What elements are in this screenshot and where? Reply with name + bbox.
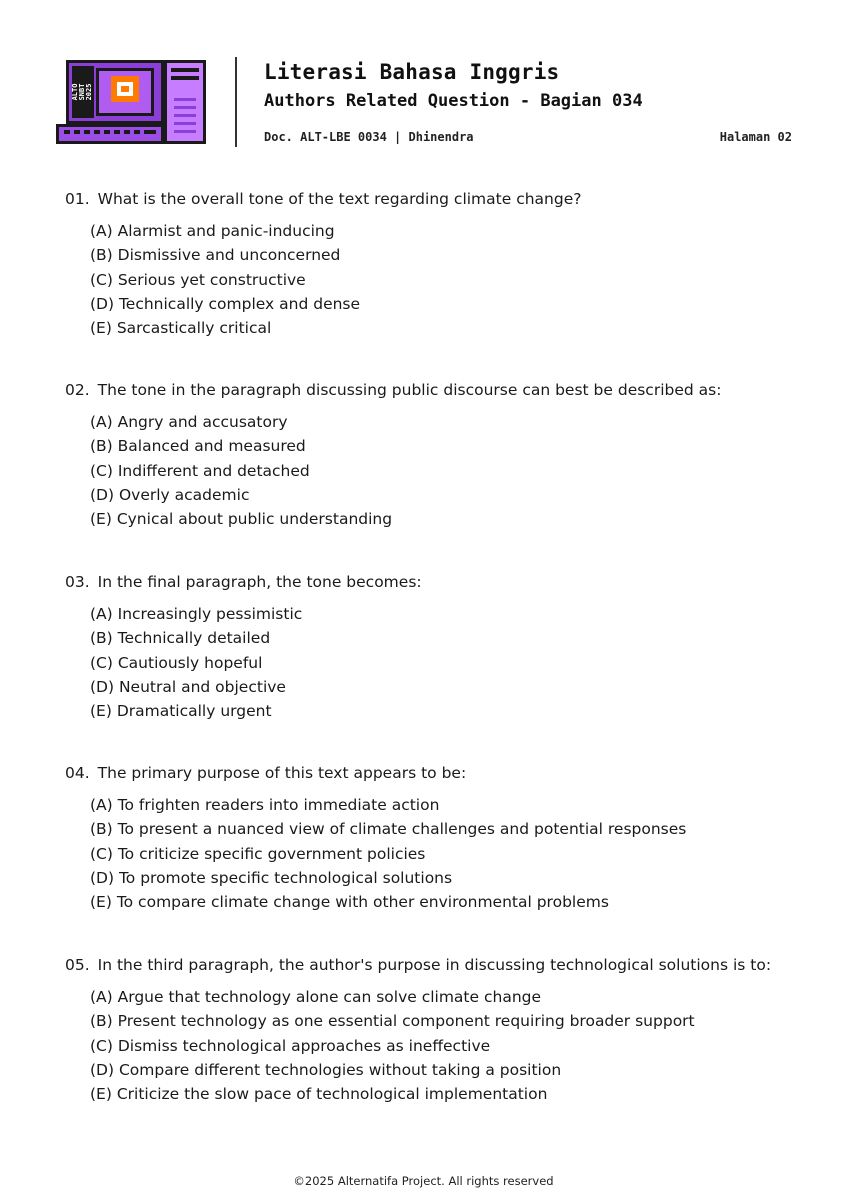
answer-option: (E) Dramatically urgent [90, 702, 272, 721]
answer-option: (C) Dismiss technological approaches as ineffective [90, 1036, 491, 1055]
question-4 [65, 761, 805, 914]
answer-option: (E) Sarcastically critical [90, 319, 272, 338]
answer-options [90, 410, 805, 531]
answer-option: (B) Dismissive and unconcerned [90, 246, 341, 265]
answer-option: (D) To promote specific technological solutions [90, 868, 453, 887]
question-number: 05. [65, 956, 90, 974]
answer-option: (D) Neutral and objective [90, 677, 286, 696]
question-number: 02. [65, 381, 90, 399]
question-number: 03. [65, 573, 90, 591]
answer-option: (B) Balanced and measured [90, 437, 306, 456]
answer-option: (C) Serious yet constructive [90, 270, 306, 289]
answer-options [90, 793, 805, 914]
answer-option: (D) Overly academic [90, 485, 250, 504]
document-title: Literasi Bahasa Inggris [264, 60, 560, 84]
answer-options [90, 219, 805, 340]
answer-option: (E) Cynical about public understanding [90, 510, 393, 529]
logo-text-3: 2025 [85, 83, 93, 101]
page-header [0, 0, 847, 160]
retro-computer-logo-icon [56, 58, 208, 146]
answer-option: (A) Alarmist and panic-inducing [90, 222, 335, 240]
question-text: What is the overall tone of the text regarding climate change? [97, 190, 582, 208]
question-stem [65, 378, 805, 402]
question-text: In the final paragraph, the tone becomes: [97, 573, 422, 591]
question-number: 01. [65, 190, 90, 208]
question-stem [65, 761, 805, 785]
answer-option: (C) Indifferent and detached [90, 461, 310, 480]
question-2 [65, 378, 805, 531]
question-3 [65, 570, 805, 723]
answer-option: (A) To frighten readers into immediate action [90, 796, 440, 814]
answer-option: (A) Increasingly pessimistic [90, 605, 303, 623]
page-number: Halaman 02 [719, 130, 792, 144]
answer-option: (C) Cautiously hopeful [90, 653, 263, 672]
answer-option: (D) Compare different technologies without taking a position [90, 1060, 562, 1079]
answer-option: (A) Angry and accusatory [90, 413, 288, 431]
question-text: In the third paragraph, the author's purpose in discussing technological solutions is to: [97, 956, 772, 974]
answer-option: (C) To criticize specific government policies [90, 844, 426, 863]
answer-option: (A) Argue that technology alone can solve climate change [90, 988, 542, 1006]
answer-option: (E) To compare climate change with other environmental problems [90, 893, 609, 912]
question-text: The tone in the paragraph discussing public discourse can best be described as: [97, 381, 722, 399]
answer-option: (B) Present technology as one essential component requiring broader support [90, 1012, 695, 1031]
answer-option: (B) Technically detailed [90, 629, 271, 648]
answer-option: (D) Technically complex and dense [90, 294, 361, 313]
answer-options [90, 602, 805, 723]
document-subtitle: Authors Related Question - Bagian 034 [264, 91, 643, 111]
logo-text-2: SNBT [78, 83, 86, 101]
document-id: Doc. ALT-LBE 0034 | Dhinendra [264, 130, 474, 144]
question-text: The primary purpose of this text appears to be: [97, 764, 467, 782]
header-divider [235, 57, 237, 147]
answer-options [90, 985, 805, 1106]
question-stem [65, 953, 805, 977]
question-number: 04. [65, 764, 90, 782]
answer-option: (B) To present a nuanced view of climate challenges and potential responses [90, 820, 687, 839]
question-5 [65, 953, 805, 1106]
logo-text-1: ALTO [71, 83, 79, 101]
answer-option: (E) Criticize the slow pace of technological implementation [90, 1085, 548, 1104]
question-stem [65, 570, 805, 594]
question-stem [65, 187, 805, 211]
question-1 [65, 187, 805, 340]
footer-copyright: ©2025 Alternatifa Project. All rights reserved [293, 1174, 554, 1188]
